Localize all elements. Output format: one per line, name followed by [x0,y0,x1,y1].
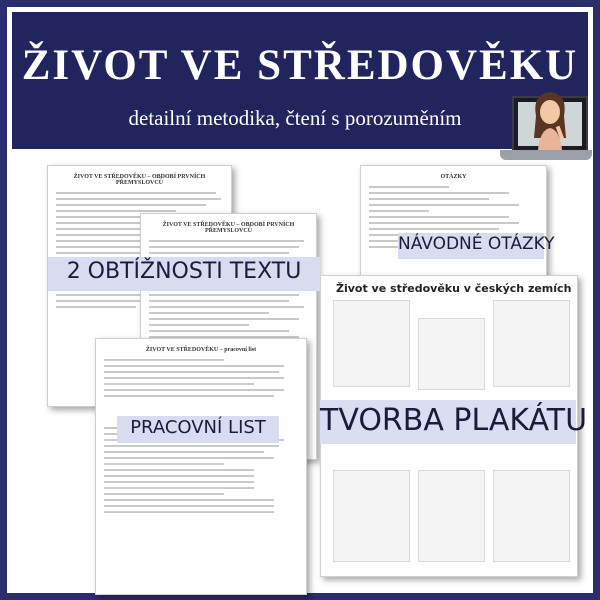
two-difficulties-label: 2 OBTÍŽNOSTI TEXTU [66,259,302,284]
teacher-avatar [522,86,578,150]
poster-illustration-2 [418,318,485,390]
questions-document [360,165,555,292]
poster-making-label: TVORBA PLAKÁTU [320,403,588,438]
questions-heading: OTÁZKY [440,174,467,180]
guiding-questions-label: NÁVODNÉ OTÁZKY [398,234,555,254]
poster-illustration-5 [418,470,485,562]
worksheet-document [95,338,307,595]
laptop-base [500,150,592,160]
page-subtitle: detailní metodika, čtení s porozuměním [128,106,462,130]
page-title: ŽIVOT VE STŘEDOVĚKU [21,42,579,89]
text-document-2-heading: ŽIVOT VE STŘEDOVĚKU – OBDOBÍ PRVNÍCH PŘEMYSLOVCŮ [162,222,295,234]
worksheet-heading: ŽIVOT VE STŘEDOVĚKU – pracovní list [145,347,257,353]
text-document-1-heading: ŽIVOT VE STŘEDOVĚKU – OBDOBÍ PRVNÍCH PŘEMYSLOVCŮ [73,174,206,186]
poster-illustration-4 [333,470,410,562]
poster-illustration-3 [493,300,570,387]
poster-illustration-1 [333,300,410,387]
worksheet-label: PRACOVNÍ LIST [130,417,266,438]
poster-illustration-6 [493,470,570,562]
poster-heading: Život ve středověku v českých zemích [336,282,572,295]
